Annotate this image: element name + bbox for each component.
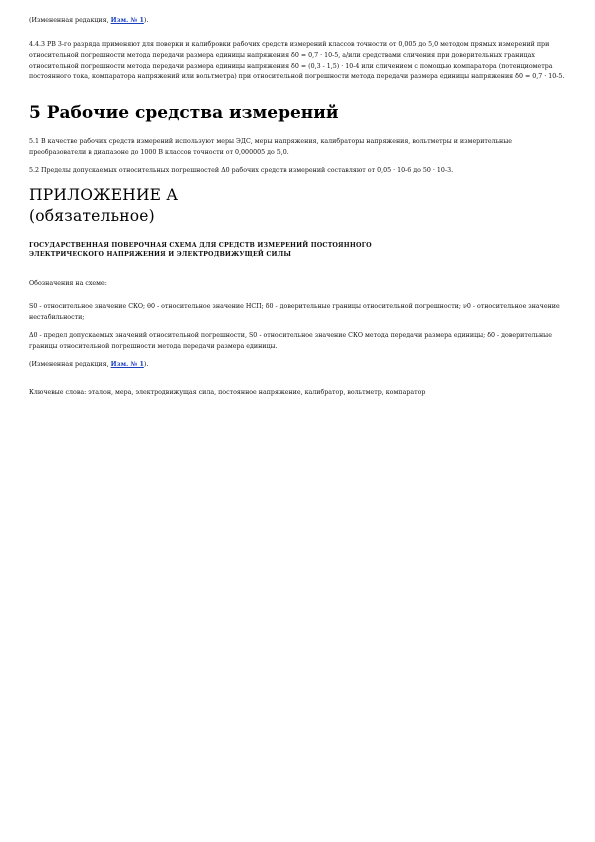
notation-title: Обозначения на схеме: — [29, 280, 107, 287]
amendment-note-prefix: (Измененная редакция, — [29, 17, 111, 24]
amendment-link-top[interactable]: Изм. № 1 — [110, 17, 144, 24]
amendment-note-prefix: (Измененная редакция, — [29, 361, 111, 368]
amendment-note-bottom — [29, 360, 569, 371]
notation-paragraph-2: Δ0 - предел допускаемых значений относительной погрешности, S0 - относительное значение СКО метода передачи размера единицы; δ0 - доверительные границы относительной погрешности метода передачи размера единицы. — [29, 332, 552, 350]
paragraph-4-4-3: 4.4.3 РВ 3-го разряда применяют для поверки и калибровки рабочих средств измерений классов точности от 0,005 до 5,0 методом прямых измерений при относительной погрешности метода передачи размера единицы напряжения δ0 = 0,7 · 10-5, а/или средствами сличения при доверительных границах относительной погрешности метода передачи размера единицы напряжения δ0 = (0,3 - 1,5) · 10-4 или сличением с помощью компаратора (потенциометра постоянного тока, компаратора напряжений или вольтметра) при относительной погрешности метода передачи размера единицы напряжения δ0 = 0,7 · 10-5. — [29, 41, 565, 81]
paragraph-5-1: 5.1 В качестве рабочих средств измерений используют меры ЭДС, меры напряжения, калибраторы напряжения, вольтметры и измерительные преобразователи в диапазоне до 1000 В классов точности от 0,000005 до 5,0. — [29, 138, 512, 156]
amendment-link-bottom[interactable]: Изм. № 1 — [110, 361, 144, 368]
section-5-heading: 5 Рабочие средства измерений — [29, 103, 339, 123]
scheme-title — [29, 241, 429, 259]
amendment-note-suffix: ). — [143, 361, 149, 368]
amendment-note-suffix: ). — [143, 17, 149, 24]
paragraph-5-2: 5.2 Пределы допускаемых относительных погрешностей Δ0 рабочих средств измерений составляют от 0,05 · 10-6 до 50 · 10-3. — [29, 167, 454, 174]
amendment-note-top — [29, 16, 569, 27]
notation-paragraph-1: S0 - относительное значение СКО; θ0 - относительное значение НСП; δ0 - доверительные границы относительной погрешности; ν0 - относительное значение нестабильности; — [29, 303, 560, 321]
scheme-title-line-1: ГОСУДАРСТВЕННАЯ ПОВЕРОЧНАЯ СХЕМА ДЛЯ СРЕДСТВ ИЗМЕРЕНИЙ ПОСТОЯННОГО — [29, 242, 372, 249]
appendix-type: (обязательное) — [29, 207, 155, 225]
appendix-title: ПРИЛОЖЕНИЕ А — [29, 186, 179, 204]
keywords: Ключевые слова: эталон, мера, электродвижущая сила, постоянное напряжение, калибратор, вольтметр, компаратор — [29, 389, 426, 396]
scheme-title-line-2: ЭЛЕКТРИЧЕСКОГО НАПРЯЖЕНИЯ И ЭЛЕКТРОДВИЖУЩЕЙ СИЛЫ — [29, 251, 292, 258]
